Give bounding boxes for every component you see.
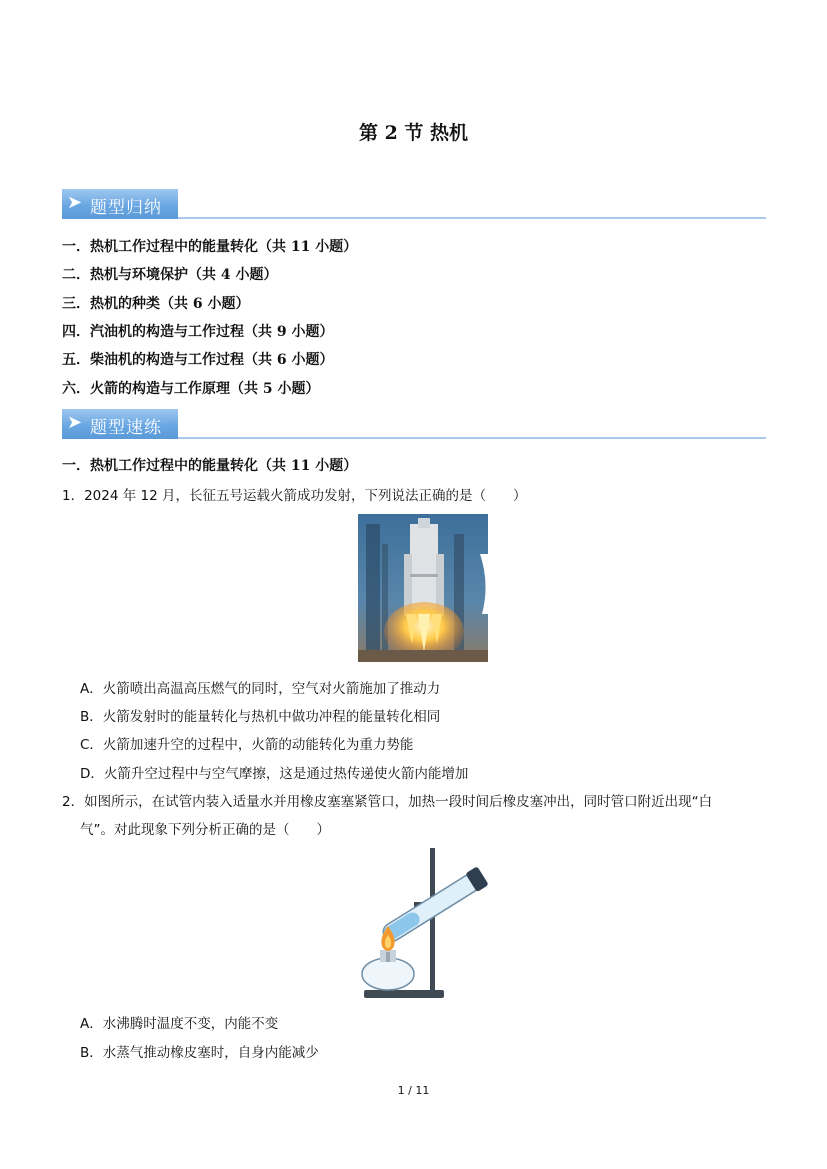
banner-label: 题型速练 — [90, 418, 162, 438]
option-d: D．火箭升空过程中与空气摩擦，这是通过热传递使火箭内能增加 — [80, 766, 469, 782]
toc-item: 一．热机工作过程中的能量转化（共 11 小题） — [62, 239, 358, 255]
section-banner-summary — [62, 189, 766, 219]
option-a: A．水沸腾时温度不变，内能不变 — [80, 1016, 279, 1032]
question-2-stem-cont: 气”。对此现象下列分析正确的是（ ） — [80, 822, 330, 838]
page-title: 第 2 节 热机 — [358, 122, 469, 144]
toc-item: 四．汽油机的构造与工作过程（共 9 小题） — [62, 324, 334, 340]
arrow-right-icon: ➤ — [67, 412, 83, 433]
section-banner-practice — [62, 409, 766, 439]
banner-label: 题型归纳 — [90, 198, 162, 218]
option-b: B．水蒸气推动橡皮塞时，自身内能减少 — [80, 1045, 319, 1061]
rocket-launch-image — [358, 514, 488, 662]
option-b: B．火箭发射时的能量转化与热机中做功冲程的能量转化相同 — [80, 709, 441, 725]
page-number: 1 / 11 — [397, 1084, 430, 1097]
question-2-stem: 2．如图所示，在试管内装入适量水并用橡皮塞塞紧管口，加热一段时间后橡皮塞冲出，同时管口附近出现“白 — [62, 794, 713, 810]
option-a: A．火箭喷出高温高压燃气的同时，空气对火箭施加了推动力 — [80, 681, 441, 697]
arrow-right-icon: ➤ — [67, 192, 83, 213]
toc-item: 六．火箭的构造与工作原理（共 5 小题） — [62, 381, 320, 397]
question-1-stem: 1．2024 年 12 月，长征五号运载火箭成功发射，下列说法正确的是（ ） — [62, 488, 527, 504]
option-c: C．火箭加速升空的过程中，火箭的动能转化为重力势能 — [80, 737, 414, 753]
banner-box — [62, 189, 178, 219]
test-tube-apparatus-image — [356, 846, 492, 1002]
toc-item: 三．热机的种类（共 6 小题） — [62, 296, 250, 312]
toc-item: 五．柴油机的构造与工作过程（共 6 小题） — [62, 352, 334, 368]
banner-rule — [178, 437, 766, 439]
banner-rule — [178, 217, 766, 219]
toc-item: 二．热机与环境保护（共 4 小题） — [62, 267, 278, 283]
section-heading: 一．热机工作过程中的能量转化（共 11 小题） — [62, 458, 358, 474]
banner-box — [62, 409, 178, 439]
